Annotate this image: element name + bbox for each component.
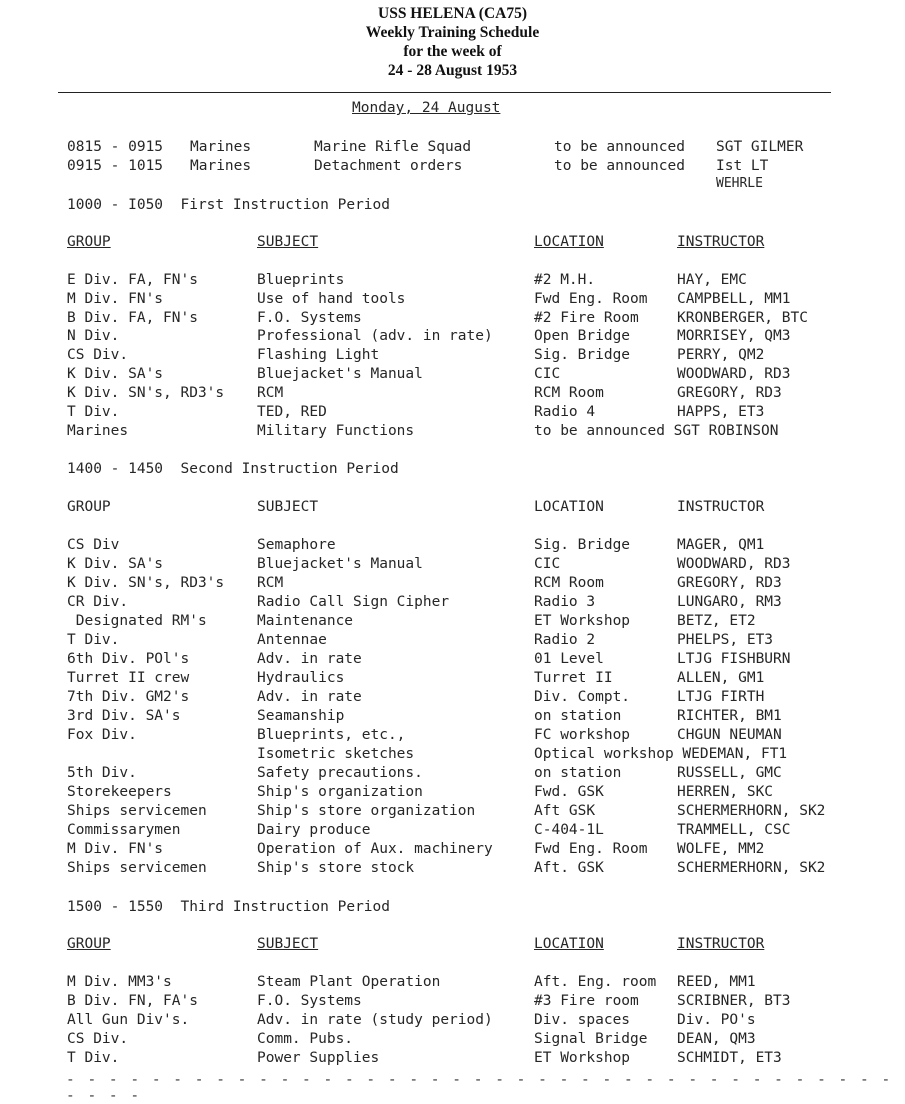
table-row [0, 708, 905, 727]
subject-cell: Blueprints [257, 272, 345, 288]
group-cell: 7th Div. GM2's [67, 689, 190, 705]
column-headers [0, 936, 905, 955]
location-cell: CIC [534, 556, 561, 572]
instructor-cell: DEAN, QM3 [677, 1031, 756, 1047]
entry-location: to be announced [554, 158, 685, 174]
subject-cell: Professional (adv. in rate) [257, 328, 493, 344]
instructor-header: INSTRUCTOR [677, 499, 765, 515]
document-header [0, 4, 905, 80]
period-heading [0, 899, 905, 918]
entry-subject: Detachment orders [314, 158, 463, 174]
location-cell: ET Workshop [534, 613, 631, 629]
subject-cell: Use of hand tools [257, 291, 406, 307]
table-row [0, 404, 905, 423]
table-row [0, 632, 905, 651]
period-heading [0, 461, 905, 480]
entry-instructor: Ist LT [716, 158, 769, 174]
subject-cell: Ship's store organization [257, 803, 476, 819]
instructor-cell: MAGER, QM1 [677, 537, 765, 553]
location-cell: RCM Room [534, 575, 604, 591]
table-row [0, 613, 905, 632]
subject-cell: Isometric sketches [257, 746, 415, 762]
table-row [0, 727, 905, 746]
instructor-cell: PERRY, QM2 [677, 347, 765, 363]
location-cell: on station [534, 765, 622, 781]
location-cell: Open Bridge [534, 328, 631, 344]
subject-cell: Hydraulics [257, 670, 345, 686]
table-row [0, 594, 905, 613]
entry-instructor: SGT GILMER [716, 139, 804, 155]
group-cell: K Div. SN's, RD3's [67, 385, 225, 401]
group-header: GROUP [67, 936, 111, 952]
location-header: LOCATION [534, 936, 604, 952]
instructor-header: INSTRUCTOR [677, 936, 765, 952]
table-row [0, 1031, 905, 1050]
group-cell: E Div. FA, FN's [67, 272, 198, 288]
instructor-cell: LTJG FIRTH [677, 689, 765, 705]
marines-entry [0, 139, 905, 158]
subject-cell: Maintenance [257, 613, 354, 629]
location-header: LOCATION [534, 499, 604, 515]
subject-cell: Flashing Light [257, 347, 380, 363]
group-header: GROUP [67, 234, 111, 250]
location-cell: Radio 3 [534, 594, 596, 610]
subject-cell: Seamanship [257, 708, 345, 724]
table-row [0, 347, 905, 366]
location-cell: to be announced SGT ROBINSON [534, 423, 779, 439]
table-row [0, 556, 905, 575]
location-cell: Sig. Bridge [534, 537, 631, 553]
instructor-cell: KRONBERGER, BTC [677, 310, 808, 326]
group-cell: Ships servicemen [67, 803, 207, 819]
table-row [0, 272, 905, 291]
instructor-cell: MORRISEY, QM3 [677, 328, 791, 344]
table-row [0, 366, 905, 385]
location-cell: Radio 2 [534, 632, 596, 648]
instructor-cell: RUSSELL, GMC [677, 765, 782, 781]
subject-cell: Operation of Aux. machinery [257, 841, 493, 857]
instructor-cell: GREGORY, RD3 [677, 385, 782, 401]
subject-cell: Steam Plant Operation [257, 974, 441, 990]
subject-cell: Adv. in rate [257, 689, 362, 705]
group-cell: B Div. FA, FN's [67, 310, 198, 326]
location-cell: C-404-1L [534, 822, 604, 838]
table-row [0, 423, 905, 442]
location-cell: 01 Level [534, 651, 604, 667]
subject-cell: Safety precautions. [257, 765, 423, 781]
group-cell: K Div. SA's [67, 556, 164, 572]
location-cell: Sig. Bridge [534, 347, 631, 363]
instructor-cell: WOODWARD, RD3 [677, 366, 791, 382]
table-row [0, 537, 905, 556]
instructor-cell: BETZ, ET2 [677, 613, 756, 629]
table-row [0, 841, 905, 860]
table-row [0, 385, 905, 404]
period-heading [0, 197, 905, 216]
instructor-cell: CAMPBELL, MM1 [677, 291, 791, 307]
table-row [0, 784, 905, 803]
header-divider [58, 92, 831, 93]
group-cell: Ships servicemen [67, 860, 207, 876]
subject-cell: Adv. in rate (study period) [257, 1012, 493, 1028]
location-cell: on station [534, 708, 622, 724]
subject-header: SUBJECT [257, 499, 319, 515]
location-cell: #2 M.H. [534, 272, 596, 288]
instructor-cell: HERREN, SKC [677, 784, 774, 800]
group-cell: B Div. FN, FA's [67, 993, 198, 1009]
for-week-label: for the week of [403, 43, 502, 60]
table-row [0, 803, 905, 822]
group-cell: K Div. SA's [67, 366, 164, 382]
subject-cell: TED, RED [257, 404, 327, 420]
group-cell: Designated RM's [67, 613, 207, 629]
instructor-cell: LUNGARO, RM3 [677, 594, 782, 610]
group-cell: Commissarymen [67, 822, 181, 838]
table-row [0, 1050, 905, 1069]
day-heading: Monday, 24 August [352, 100, 501, 116]
group-cell: N Div. [67, 328, 120, 344]
group-header: GROUP [67, 499, 111, 515]
subject-header: SUBJECT [257, 936, 319, 952]
group-cell: Turret II crew [67, 670, 190, 686]
subject-cell: Ship's store stock [257, 860, 415, 876]
entry-time: 0915 - 1015 [67, 158, 164, 174]
instructor-cell: SCHMIDT, ET3 [677, 1050, 782, 1066]
location-cell: #2 Fire Room [534, 310, 639, 326]
group-cell: CR Div. [67, 594, 129, 610]
instructor-cell: WOLFE, MM2 [677, 841, 765, 857]
location-cell: CIC [534, 366, 561, 382]
instructor-cell: Div. PO's [677, 1012, 756, 1028]
subject-header: SUBJECT [257, 234, 319, 250]
group-cell: K Div. SN's, RD3's [67, 575, 225, 591]
group-cell: T Div. [67, 632, 120, 648]
location-cell: Optical workshop WEDEMAN, FT1 [534, 746, 788, 762]
instructor-cell: ALLEN, GM1 [677, 670, 765, 686]
instructor-cell: CHGUN NEUMAN [677, 727, 782, 743]
table-row [0, 860, 905, 879]
week-dates: 24 - 28 August 1953 [387, 62, 518, 79]
entry-time: 0815 - 0915 [67, 139, 164, 155]
instructor-cell: HAPPS, ET3 [677, 404, 765, 420]
subject-cell: Blueprints, etc., [257, 727, 406, 743]
table-row [0, 1012, 905, 1031]
footer-dashed-rule: - - - - - - - - - - - - - - - - - - - - - - - - - - - - - - - - - - - - - - - - - - - [66, 1072, 893, 1104]
instructor-cell: SCHERMERHORN, SK2 [677, 860, 826, 876]
entry-location: to be announced [554, 139, 685, 155]
period-heading-text: 1000 - I050 First Instruction Period [67, 197, 391, 213]
subject-cell: Power Supplies [257, 1050, 380, 1066]
location-cell: Aft. Eng. room [534, 974, 657, 990]
table-row [0, 651, 905, 670]
subject-cell: Bluejacket's Manual [257, 366, 423, 382]
subject-cell: Dairy produce [257, 822, 371, 838]
location-cell: ET Workshop [534, 1050, 631, 1066]
table-row [0, 310, 905, 329]
subject-cell: F.O. Systems [257, 993, 362, 1009]
location-cell: Radio 4 [534, 404, 596, 420]
group-cell: Storekeepers [67, 784, 172, 800]
subject-cell: Comm. Pubs. [257, 1031, 354, 1047]
marines-entry [0, 158, 905, 177]
instructor-cell: HAY, EMC [677, 272, 747, 288]
entry-subject: Marine Rifle Squad [314, 139, 472, 155]
ship-name: USS HELENA (CA75) [378, 5, 527, 22]
instructor-cell: WOODWARD, RD3 [677, 556, 791, 572]
subject-cell: Adv. in rate [257, 651, 362, 667]
subject-cell: Semaphore [257, 537, 336, 553]
subject-cell: RCM [257, 575, 284, 591]
location-cell: Fwd Eng. Room [534, 291, 648, 307]
table-row [0, 670, 905, 689]
table-row [0, 328, 905, 347]
entry-group: Marines [190, 139, 252, 155]
group-cell: 5th Div. [67, 765, 137, 781]
table-row [0, 746, 905, 765]
group-cell: All Gun Div's. [67, 1012, 190, 1028]
location-cell: Fwd Eng. Room [534, 841, 648, 857]
location-cell: Div. spaces [534, 1012, 631, 1028]
instructor-cell: LTJG FISHBURN [677, 651, 791, 667]
instructor-cell: GREGORY, RD3 [677, 575, 782, 591]
table-row [0, 765, 905, 784]
instructor-cell: SCHERMERHORN, SK2 [677, 803, 826, 819]
location-cell: Turret II [534, 670, 613, 686]
subject-cell: F.O. Systems [257, 310, 362, 326]
subject-cell: Military Functions [257, 423, 415, 439]
group-cell: M Div. MM3's [67, 974, 172, 990]
location-header: LOCATION [534, 234, 604, 250]
location-cell: Aft GSK [534, 803, 596, 819]
entry-group: Marines [190, 158, 252, 174]
subject-cell: Ship's organization [257, 784, 423, 800]
column-headers [0, 234, 905, 253]
instructor-cell: SCRIBNER, BT3 [677, 993, 791, 1009]
location-cell: RCM Room [534, 385, 604, 401]
location-cell: Div. Compt. [534, 689, 631, 705]
instructor-cell: RICHTER, BM1 [677, 708, 782, 724]
period-heading-text: 1500 - 1550 Third Instruction Period [67, 899, 391, 915]
marines-entry-continuation [0, 176, 905, 195]
group-cell: CS Div. [67, 1031, 129, 1047]
schedule-title: Weekly Training Schedule [365, 24, 540, 41]
location-cell: Fwd. GSK [534, 784, 604, 800]
group-cell: M Div. FN's [67, 841, 164, 857]
table-row [0, 291, 905, 310]
subject-cell: Radio Call Sign Cipher [257, 594, 450, 610]
subject-cell: RCM [257, 385, 284, 401]
instructor-cell: TRAMMELL, CSC [677, 822, 791, 838]
table-row [0, 993, 905, 1012]
instructor-cell: PHELPS, ET3 [677, 632, 774, 648]
group-cell: 6th Div. POl's [67, 651, 190, 667]
period-heading-text: 1400 - 1450 Second Instruction Period [67, 461, 399, 477]
table-row [0, 822, 905, 841]
table-row [0, 974, 905, 993]
table-row [0, 575, 905, 594]
group-cell: Marines [67, 423, 129, 439]
group-cell: 3rd Div. SA's [67, 708, 181, 724]
group-cell: Fox Div. [67, 727, 137, 743]
group-cell: T Div. [67, 1050, 120, 1066]
table-row [0, 689, 905, 708]
location-cell: Aft. GSK [534, 860, 604, 876]
group-cell: M Div. FN's [67, 291, 164, 307]
group-cell: T Div. [67, 404, 120, 420]
entry-instructor-cont: WEHRLE [716, 176, 763, 191]
column-headers [0, 499, 905, 518]
subject-cell: Antennae [257, 632, 327, 648]
location-cell: FC workshop [534, 727, 631, 743]
location-cell: Signal Bridge [534, 1031, 648, 1047]
group-cell: CS Div [67, 537, 120, 553]
subject-cell: Bluejacket's Manual [257, 556, 423, 572]
instructor-cell: REED, MM1 [677, 974, 756, 990]
instructor-header: INSTRUCTOR [677, 234, 765, 250]
location-cell: #3 Fire room [534, 993, 639, 1009]
group-cell: CS Div. [67, 347, 129, 363]
